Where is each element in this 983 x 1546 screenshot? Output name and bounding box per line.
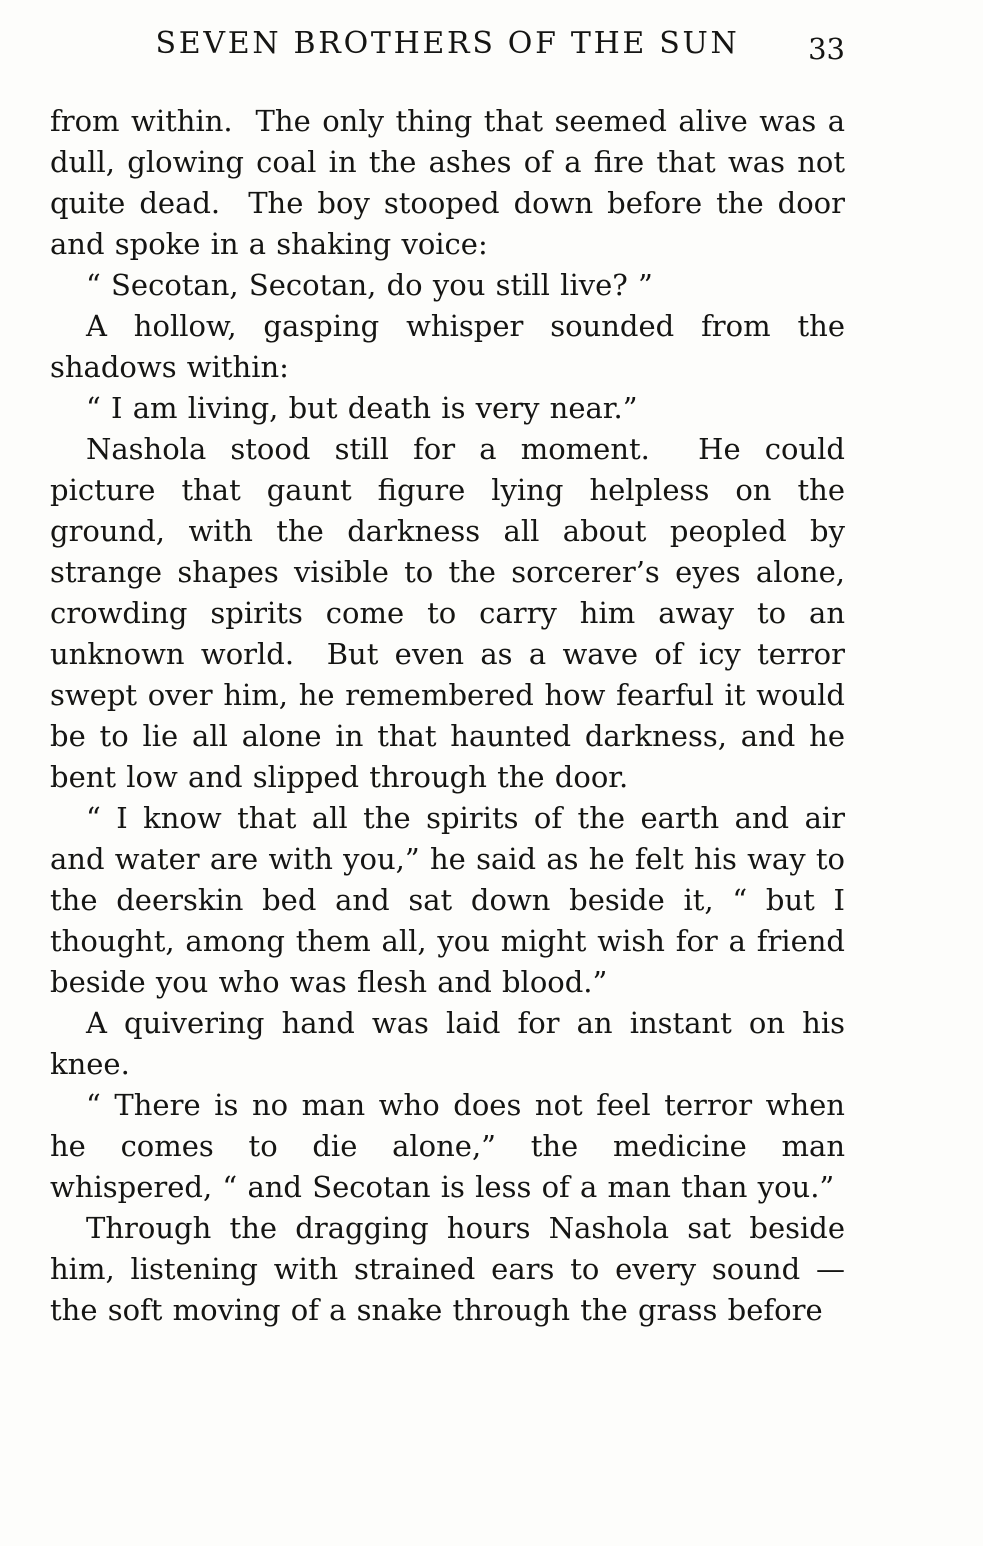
paragraph: A quivering hand was laid for an instant on his knee. [50,1006,856,1081]
paragraph: “ Secotan, Secotan, do you still live? ” [86,268,653,302]
paragraph: Nashola stood still for a moment. He could picture that gaunt figure lying helpless on the ground, with the darkness all about peopled by strange shapes visible to the sorcerer’s eyes alone, crowding spirits come to carry him away to an unknown world. But even as a wave of icy terror swept over him, he remembered how fearful it would be to lie all alone in that haunted darkness, and he bent low and slipped through the door. [50,432,856,794]
paragraph: “ There is no man who does not feel terror when he comes to die alone,” the medicine man whispered, “ and Secotan is less of a man than you.” [50,1088,856,1204]
page-title: SEVEN BROTHERS OF THE SUN [155,26,740,61]
paragraph: “ I am living, but death is very near.” [86,391,638,425]
paragraph: from within. The only thing that seemed alive was a dull, glowing coal in the ashes of a fire that was not quite dead. The boy stooped down before the door and spoke in a shaking voice: [50,104,856,261]
running-head [50,26,845,68]
paragraph: Through the dragging hours Nashola sat beside him, listening with strained ears to every sound — the soft moving of a snake through the grass before [50,1211,856,1327]
paragraph: A hollow, gasping whisper sounded from the shadows within: [50,309,856,384]
text-block [50,101,856,1331]
paragraph: “ I know that all the spirits of the earth and air and water are with you,” he said as he felt his way to the deerskin bed and sat down beside it, “ but I thought, among them all, you might wish for a friend beside you who was flesh and blood.” [50,801,856,999]
page-number: 33 [808,32,845,66]
